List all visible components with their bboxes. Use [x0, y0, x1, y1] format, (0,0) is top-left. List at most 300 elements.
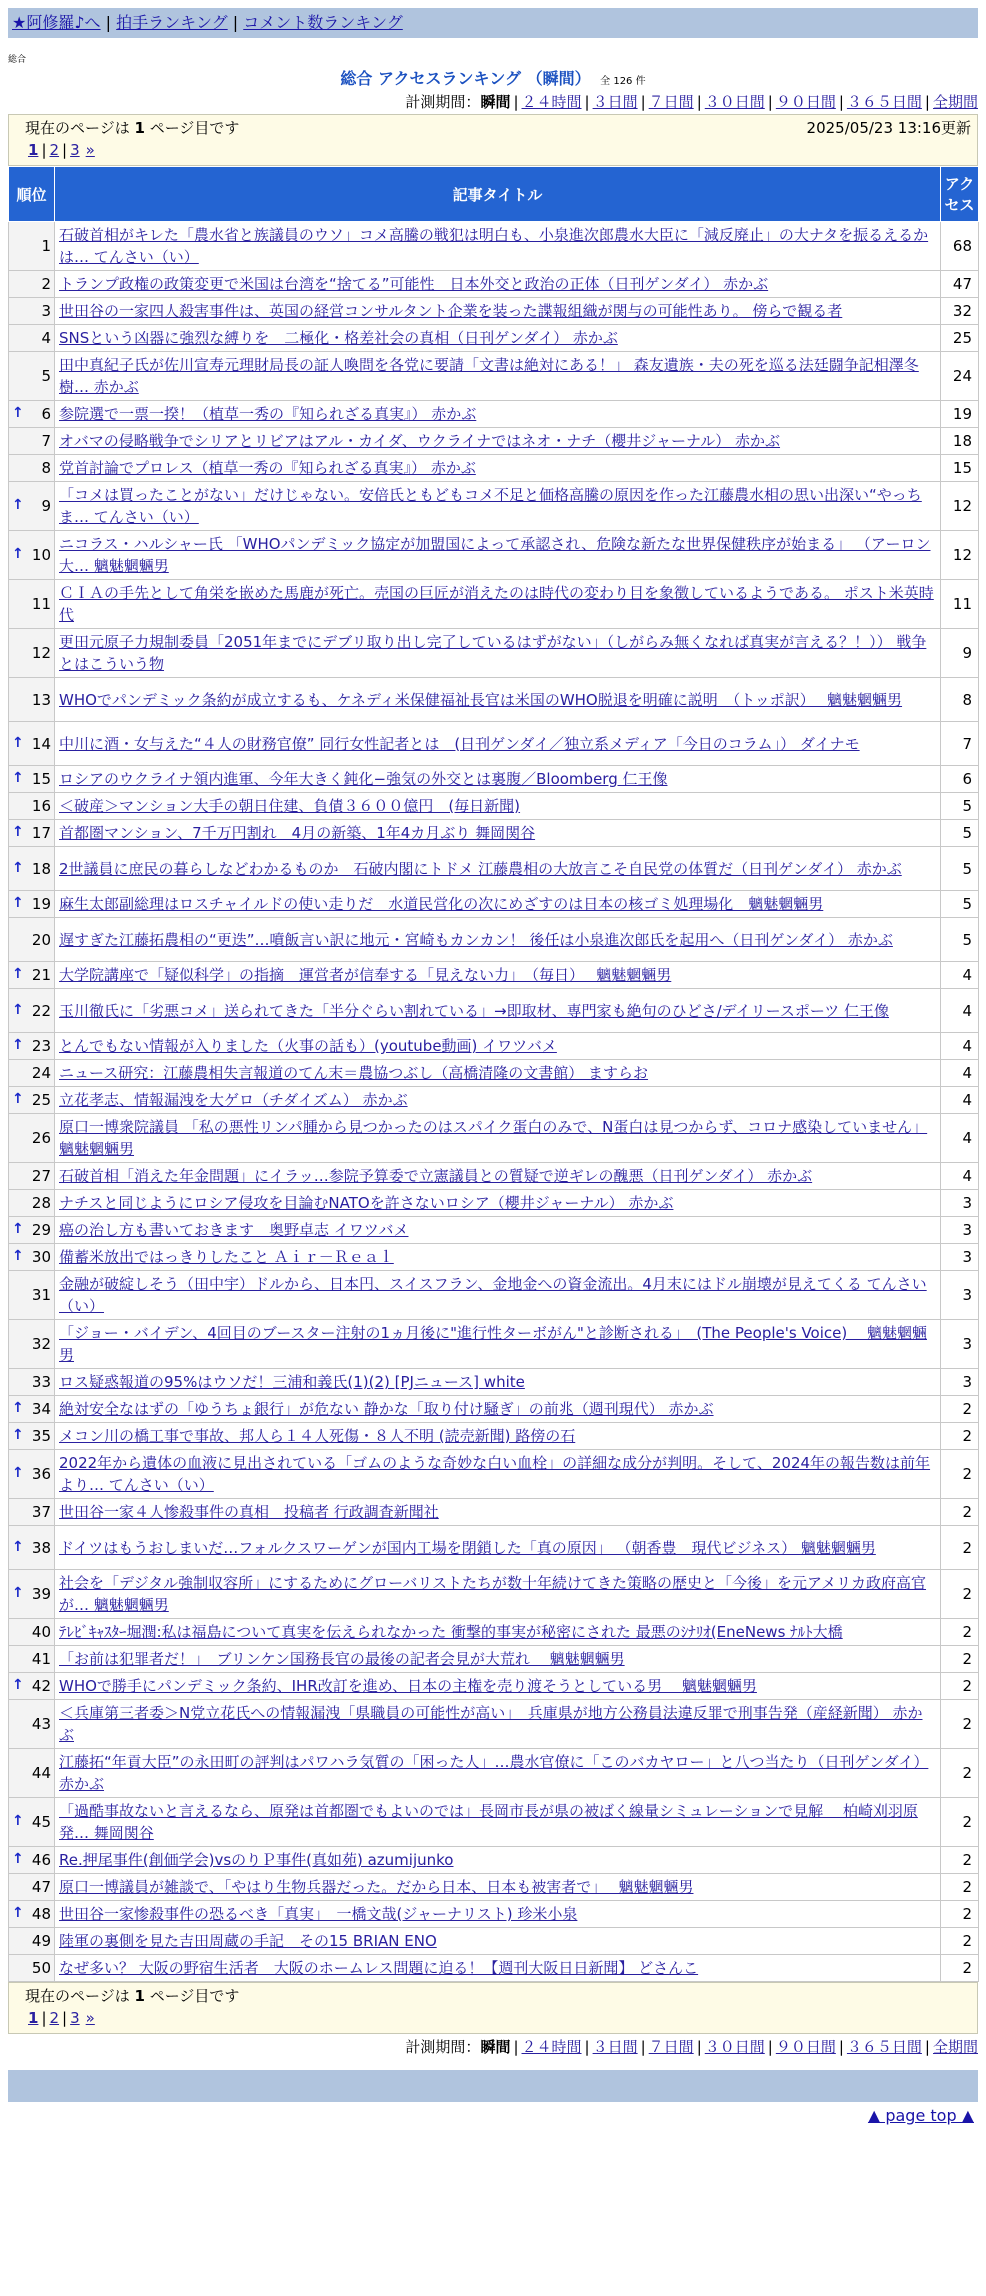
pager-bottom	[8, 1982, 978, 2034]
current-page-pre: 現在のページは	[25, 119, 130, 137]
title-cell	[55, 580, 941, 629]
title-cell	[55, 531, 941, 580]
rank-cell	[9, 1217, 55, 1244]
title-cell	[55, 1874, 941, 1901]
title-cell	[55, 722, 941, 766]
rank-cell	[9, 891, 55, 918]
rank-up-arrow-icon: ↑	[12, 546, 24, 562]
access-count: 2	[941, 1798, 979, 1847]
table-row	[9, 1190, 979, 1217]
access-count: 9	[941, 629, 979, 678]
period-separator: |	[584, 93, 590, 111]
period-separator: |	[767, 2038, 773, 2056]
access-count: 2	[941, 1396, 979, 1423]
title-cell	[55, 918, 941, 962]
title-cell	[55, 1955, 941, 1982]
table-row	[9, 271, 979, 298]
article-title-link[interactable]: 世田谷一家惨殺事件の恐るべき「真実」 一橋文哉(ジャーナリスト) 珍米小泉	[59, 1905, 578, 1923]
access-count: 5	[941, 793, 979, 820]
rank-number: 41	[31, 1650, 51, 1668]
rank-up-arrow-icon: ↑	[12, 824, 24, 840]
rank-cell	[9, 1060, 55, 1087]
table-row	[9, 1499, 979, 1526]
article-title-link[interactable]: ナチスと同じようにロシア侵攻を目論むNATOを許さないロシア（櫻井ジャーナル） 赤かぶ	[59, 1194, 674, 1212]
access-count: 47	[941, 271, 979, 298]
page-link-3[interactable]: 3	[70, 2009, 80, 2027]
article-title-link[interactable]: WHOでパンデミック条約が成立するも、ケネディ米保健福祉長官は米国のWHO脱退を明確に説明 （トッポ訳） 魑魅魍魎男	[59, 690, 903, 709]
rank-number: 43	[31, 1715, 51, 1733]
table-row	[9, 298, 979, 325]
table-row	[9, 352, 979, 401]
clap-ranking-link[interactable]: 拍手ランキング	[116, 13, 228, 32]
current-page-post: ページ目です	[149, 1987, 240, 2005]
article-title-link[interactable]: 首都圏マンション、7千万円割れ 4月の新築、1年4カ月ぶり 舞岡関谷	[59, 824, 536, 842]
period-selector-bottom	[8, 2034, 978, 2060]
pager-top	[8, 114, 978, 166]
article-title-link[interactable]: 金融が破綻しそう（田中宇）ドルから、日本円、スイスフラン、金地金への資金流出。4月末にはドル崩壊が見えてくる てんさい（い）	[59, 1275, 927, 1315]
article-title-link[interactable]: ニュース研究：江藤農相失言報道のてん末＝農協つぶし（高橋清隆の文書館） ますらお	[59, 1064, 649, 1082]
article-title-link[interactable]: 玉川徹氏に「劣悪コメ」送られてきた「半分ぐらい割れている」→即取材、専門家も絶句のひどさ/デイリースポーツ 仁王像	[59, 1001, 889, 1020]
article-title-link[interactable]: 2022年から遺体の血液に見出されている「ゴムのような奇妙な白い血栓」の詳細な成分が判明。そして、2024年の報告数は前年より… てんさい（い）	[59, 1454, 931, 1494]
period-option[interactable]: 全期間	[932, 2038, 978, 2056]
article-title-link[interactable]: 「ジョー・バイデン、4回目のブースター注射の1ヵ月後に"進行性ターボがん"と診断される」 (The People's Voice) 魑魅魍魎男	[59, 1324, 927, 1364]
page-link-2[interactable]: 2	[49, 2009, 60, 2027]
access-count: 2	[941, 1928, 979, 1955]
article-title-link[interactable]: 絶対安全なはずの「ゆうちょ銀行」が危ない 静かな「取り付け騒ぎ」の前兆（週刊現代） 赤かぶ	[59, 1400, 714, 1418]
title-cell	[55, 678, 941, 722]
period-option[interactable]: ３０日間	[704, 93, 765, 111]
access-count: 6	[941, 766, 979, 793]
access-count: 3	[941, 1320, 979, 1369]
rank-cell	[9, 1087, 55, 1114]
total-count: 全 126 件	[600, 76, 646, 87]
article-title-link[interactable]: Re.押尾事件(創価学会)vsのりＰ事件(真如苑) azumijunko	[59, 1851, 454, 1869]
rank-number: 2	[41, 275, 51, 293]
title-cell	[55, 1619, 941, 1646]
rank-cell	[9, 793, 55, 820]
rank-number: 15	[31, 770, 51, 788]
title-cell	[55, 1847, 941, 1874]
access-count: 4	[941, 962, 979, 989]
rank-cell	[9, 1114, 55, 1163]
table-row	[9, 1320, 979, 1369]
period-selector-top	[8, 90, 978, 114]
current-page-post: ページ目です	[149, 119, 240, 137]
access-count: 2	[941, 1955, 979, 1982]
table-row	[9, 1673, 979, 1700]
access-count: 5	[941, 820, 979, 847]
ranking-body	[9, 222, 979, 1982]
rank-number: 6	[41, 405, 51, 423]
article-title-link[interactable]: オバマの侵略戦争でシリアとリビアはアル・カイダ、ウクライナではネオ・ナチ（櫻井ジャーナル） 赤かぶ	[59, 432, 781, 450]
rank-number: 3	[41, 302, 51, 320]
ranking-table	[8, 166, 979, 1982]
rank-cell	[9, 1847, 55, 1874]
title-cell	[55, 820, 941, 847]
current-page-number: 1	[134, 119, 145, 137]
nav-separator: |	[232, 13, 244, 32]
rank-cell	[9, 1271, 55, 1320]
rank-number: 1	[41, 237, 51, 255]
article-title-link[interactable]: ＜兵庫第三者委＞N党立花氏への情報漏洩「県職員の可能性が高い」 兵庫県が地方公務員法違反罪で刑事告発（産経新聞） 赤かぶ	[59, 1704, 923, 1744]
access-count: 3	[941, 1244, 979, 1271]
access-count: 3	[941, 1190, 979, 1217]
rank-number: 9	[41, 497, 51, 515]
title-cell	[55, 766, 941, 793]
rank-up-arrow-icon: ↑	[12, 734, 24, 751]
pager-status-row	[25, 117, 977, 139]
rank-up-arrow-icon: ↑	[12, 770, 24, 786]
article-title-link[interactable]: 世田谷の一家四人殺害事件は、英国の経営コンサルタント企業を装った諜報組織が関与の可能性あり。 傍らで観る者	[59, 302, 843, 320]
rank-number: 46	[31, 1851, 51, 1869]
period-option[interactable]: ７日間	[648, 93, 694, 111]
period-option[interactable]: ３６５日間	[846, 2038, 922, 2056]
rank-number: 24	[31, 1064, 51, 1082]
access-count: 2	[941, 1450, 979, 1499]
rank-up-arrow-icon: ↑	[12, 1905, 24, 1921]
table-row	[9, 1244, 979, 1271]
period-separator: |	[640, 2038, 646, 2056]
access-count: 2	[941, 1499, 979, 1526]
top-navigation	[8, 8, 978, 38]
article-title-link[interactable]: 遅すぎた江藤拓農相の“更迭”…噴飯言い訳に地元・宮崎もカンカン！ 後任は小泉進次郎氏を起用へ（日刊ゲンダイ） 赤かぶ	[59, 930, 893, 949]
pager-status-row	[25, 1985, 977, 2007]
rank-cell	[9, 989, 55, 1033]
period-option[interactable]: ７日間	[648, 2038, 694, 2056]
article-title-link[interactable]: 2世議員に庶民の暮らしなどわかるものか 石破内閣にトドメ 江藤農相の大放言こそ自民党の体質だ（日刊ゲンダイ） 赤かぶ	[59, 859, 902, 878]
article-title-link[interactable]: メコン川の橋工事で事故、邦人ら１４人死傷・８人不明 (読売新聞) 路傍の石	[59, 1427, 576, 1445]
table-row	[9, 766, 979, 793]
rank-cell	[9, 1526, 55, 1570]
article-title-link[interactable]: ＜破産＞マンション大手の朝日住建、負債３６００億円 (毎日新聞)	[59, 797, 521, 815]
rank-cell	[9, 1798, 55, 1847]
title-cell	[55, 482, 941, 531]
period-separator: |	[696, 93, 702, 111]
rank-up-arrow-icon: ↑	[12, 1001, 24, 1018]
article-title-link[interactable]: 原口一博衆院議員 「私の悪性リンパ腫から見つかったのはスパイク蛋白のみで、N蛋白は見つからず、コロナ感染していません」 魑魅魍魎男	[59, 1118, 928, 1158]
rank-up-arrow-icon: ↑	[12, 1813, 24, 1829]
title-cell	[55, 455, 941, 482]
rank-cell	[9, 1450, 55, 1499]
title-cell	[55, 793, 941, 820]
article-title-link[interactable]: 江藤拓“年貢大臣”の永田町の評判はパワハラ気質の「困った人」…農水官僚に「このバカヤロー」と八つ当たり（日刊ゲンダイ） 赤かぶ	[59, 1753, 929, 1793]
title-cell	[55, 1320, 941, 1369]
access-count: 2	[941, 1874, 979, 1901]
next-page-link[interactable]: »	[85, 141, 95, 159]
title-cell	[55, 1163, 941, 1190]
current-page-number: 1	[134, 1987, 145, 2005]
table-row	[9, 1396, 979, 1423]
rank-up-arrow-icon: ↑	[12, 1427, 24, 1443]
page-title	[8, 68, 978, 90]
rank-number: 7	[41, 432, 51, 450]
article-title-link[interactable]: 立花孝志、情報漏洩を大ゲロ（チダイズム） 赤かぶ	[59, 1091, 408, 1109]
table-row	[9, 847, 979, 891]
access-count: 2	[941, 1423, 979, 1450]
table-row	[9, 1901, 979, 1928]
table-row	[9, 1217, 979, 1244]
table-row	[9, 918, 979, 962]
page-separator: |	[41, 141, 47, 159]
rank-up-arrow-icon: ↑	[12, 1091, 24, 1107]
rank-cell	[9, 1955, 55, 1982]
table-row	[9, 1033, 979, 1060]
rank-cell	[9, 352, 55, 401]
article-title-link[interactable]: とんでもない情報が入りました（火事の話も）(youtube動画) イワツバメ	[59, 1037, 557, 1055]
article-title-link[interactable]: 石破首相がキレた「農水省と族議員のウソ」コメ高騰の戦犯は明白も、小泉進次郎農水大臣に「減反廃止」の大ナタを振るえるかは… てんさい（い）	[59, 226, 929, 266]
title-cell	[55, 891, 941, 918]
period-option[interactable]: ３０日間	[704, 2038, 765, 2056]
rank-cell	[9, 1163, 55, 1190]
rank-cell	[9, 428, 55, 455]
table-row	[9, 989, 979, 1033]
title-cell	[55, 1901, 941, 1928]
rank-cell	[9, 1874, 55, 1901]
access-count: 2	[941, 1646, 979, 1673]
title-cell	[55, 1570, 941, 1619]
table-row	[9, 1700, 979, 1749]
title-cell	[55, 962, 941, 989]
article-title-link[interactable]: 党首討論でプロレス（植草一秀の『知られざる真実』） 赤かぶ	[59, 459, 476, 477]
rank-cell	[9, 531, 55, 580]
rank-number: 37	[31, 1503, 51, 1521]
article-title-link[interactable]: 更田元原子力規制委員「2051年までにデブリ取り出し完了しているはずがない」（しがらみ無くなれば真実が言える？！）） 戦争とはこういう物	[59, 633, 927, 673]
title-cell	[55, 428, 941, 455]
table-row	[9, 580, 979, 629]
title-cell	[55, 1244, 941, 1271]
article-title-link[interactable]: 「過酷事故ないと言えるなら、原発は首都圏でもよいのでは」長岡市長が県の被ばく線量シミュレーションで見解 柏崎刈羽原発… 舞岡関谷	[59, 1802, 918, 1842]
access-count: 5	[941, 918, 979, 962]
table-row	[9, 1955, 979, 1982]
current-page-pre: 現在のページは	[25, 1987, 130, 2005]
access-count: 11	[941, 580, 979, 629]
table-row	[9, 820, 979, 847]
title-cell	[55, 1499, 941, 1526]
rank-number: 5	[41, 367, 51, 385]
rank-number: 44	[31, 1764, 51, 1782]
title-cell	[55, 1060, 941, 1087]
access-count: 2	[941, 1700, 979, 1749]
rank-number: 11	[31, 595, 51, 613]
period-current: 瞬間	[480, 93, 511, 111]
article-title-link[interactable]: ニコラス・ハルシャー氏 「WHOパンデミック協定が加盟国によって承認され、危険な新たな世界保健秩序が始まる」 （アーロン大… 魑魅魍魎男	[59, 535, 931, 575]
rank-cell	[9, 629, 55, 678]
rank-number: 12	[31, 644, 51, 662]
page-link-2[interactable]: 2	[49, 141, 60, 159]
article-title-link[interactable]: 「お前は犯罪者だ！」 ブリンケン国務長官の最後の記者会見が大荒れ 魑魅魍魎男	[59, 1650, 625, 1668]
ashura-home-link[interactable]: ★阿修羅♪へ	[12, 13, 101, 32]
rank-cell	[9, 325, 55, 352]
table-row	[9, 1847, 979, 1874]
access-count: 68	[941, 222, 979, 271]
table-row	[9, 1526, 979, 1570]
access-count: 2	[941, 1901, 979, 1928]
title-cell	[55, 1033, 941, 1060]
title-header: 記事タイトル	[55, 167, 941, 222]
table-row	[9, 793, 979, 820]
article-title-link[interactable]: なぜ多い？ 大阪の野宿生活者 大阪のホームレス問題に迫る！【週刊大阪日日新聞】 どさんこ	[59, 1959, 699, 1977]
title-cell	[55, 1673, 941, 1700]
period-option[interactable]: 全期間	[932, 93, 978, 111]
article-title-link[interactable]: 麻生太郎副総理はロスチャイルドの使い走りだ 水道民営化の次にめざすのは日本の核ゴミ処理場化 魑魅魍魎男	[59, 895, 824, 913]
rank-up-arrow-icon: ↑	[12, 1465, 24, 1481]
access-count: 19	[941, 401, 979, 428]
rank-number: 20	[31, 930, 51, 949]
period-option[interactable]: ３日間	[592, 93, 638, 111]
table-row	[9, 1570, 979, 1619]
article-title-link[interactable]: ロシアのウクライナ領内進軍、今年大きく鈍化−強気の外交とは裏腹／Bloomberg 仁王像	[59, 770, 668, 788]
period-separator: |	[838, 2038, 844, 2056]
access-count: 3	[941, 1369, 979, 1396]
page-link-1[interactable]: 1	[28, 141, 39, 159]
rank-cell	[9, 1190, 55, 1217]
rank-up-arrow-icon: ↑	[12, 1221, 24, 1237]
article-title-link[interactable]: 社会を「デジタル強制収容所」にするためにグローバリストたちが数十年続けてきた策略の歴史と「今後」を元アメリカ政府高官が… 魑魅魍魎男	[59, 1574, 927, 1614]
article-title-link[interactable]: トランプ政権の政策変更で米国は台湾を“捨てる”可能性 日本外交と政治の正体（日刊ゲンダイ） 赤かぶ	[59, 275, 769, 293]
period-separator: |	[513, 2038, 519, 2056]
period-separator: |	[924, 93, 930, 111]
table-row	[9, 455, 979, 482]
rank-number: 16	[31, 797, 51, 815]
table-row	[9, 1087, 979, 1114]
page-separator: |	[41, 2009, 47, 2027]
title-cell	[55, 1369, 941, 1396]
article-title-link[interactable]: 参院選で一票一揆！（植草一秀の『知られざる真実』） 赤かぶ	[59, 405, 477, 423]
rank-number: 50	[31, 1959, 51, 1977]
page-link-1[interactable]: 1	[28, 2009, 39, 2027]
title-cell	[55, 1423, 941, 1450]
table-row	[9, 629, 979, 678]
access-count: 7	[941, 722, 979, 766]
article-title-link[interactable]: SNSという凶器に強烈な縛りを 二極化・格差社会の真相（日刊ゲンダイ） 赤かぶ	[59, 329, 618, 347]
rank-cell	[9, 1033, 55, 1060]
title-cell	[55, 1271, 941, 1320]
access-count: 2	[941, 1619, 979, 1646]
current-page-text	[25, 117, 239, 139]
rank-number: 42	[31, 1677, 51, 1695]
article-title-link[interactable]: ＣＩＡの手先として角栄を嵌めた馬鹿が死亡。売国の巨匠が消えたのは時代の変わり目を象徴しているようである。 ポスト米英時代	[59, 584, 934, 624]
article-title-link[interactable]: 「コメは買ったことがない」だけじゃない。安倍氏ともどもコメ不足と価格高騰の原因を作った江藤農水相の思い出深い“やっちま… てんさい（い）	[59, 486, 922, 526]
access-count: 3	[941, 1217, 979, 1244]
article-title-link[interactable]: ﾃﾚﾋﾞｷｬｽﾀｰ堀潤:私は福島について真実を伝えられなかった 衝撃的事実が秘密にされた 最悪のｼﾅﾘｵ(EneNews ﾅﾙﾄ大橋	[59, 1623, 843, 1641]
access-count: 12	[941, 482, 979, 531]
rank-up-arrow-icon: ↑	[12, 1037, 24, 1053]
rank-number: 34	[31, 1400, 51, 1418]
article-title-link[interactable]: 石破首相「消えた年金問題」にイラッ…参院予算委で立憲議員との質疑で逆ギレの醜悪（日刊ゲンダイ） 赤かぶ	[59, 1167, 813, 1185]
rank-cell	[9, 847, 55, 891]
ranking-title: 総合 アクセスランキング （瞬間）	[340, 69, 591, 88]
rank-cell	[9, 1570, 55, 1619]
next-page-link[interactable]: »	[85, 2009, 95, 2027]
article-title-link[interactable]: 陸軍の裏側を見た吉田周蔵の手記 その15 BRIAN ENO	[59, 1932, 437, 1950]
article-title-link[interactable]: ドイツはもうおしまいだ…フォルクスワーゲンが国内工場を閉鎖した「真の原因」 （朝香豊 現代ビジネス） 魑魅魍魎男	[59, 1538, 876, 1557]
article-title-link[interactable]: 世田谷一家４人惨殺事件の真相 投稿者 行政調査新聞社	[59, 1503, 439, 1521]
rank-up-arrow-icon: ↑	[12, 1677, 24, 1693]
access-count: 24	[941, 352, 979, 401]
article-title-link[interactable]: 原口一博議員が雑談で、「やはり生物兵器だった。だから日本、日本も被害者で」 魑魅魍魎男	[59, 1878, 694, 1896]
access-count: 2	[941, 1526, 979, 1570]
access-count: 2	[941, 1570, 979, 1619]
page-link-3[interactable]: 3	[70, 141, 80, 159]
rank-cell	[9, 1928, 55, 1955]
rank-number: 33	[31, 1373, 51, 1391]
article-title-link[interactable]: WHOで勝手にパンデミック条約、IHR改訂を進め、日本の主権を売り渡そうとしている男 魑魅魍魎男	[59, 1677, 757, 1695]
rank-number: 39	[31, 1585, 51, 1603]
access-count: 4	[941, 989, 979, 1033]
period-option[interactable]: ９０日間	[775, 93, 836, 111]
period-option[interactable]: ２４時間	[521, 93, 582, 111]
rank-number: 19	[31, 895, 51, 913]
article-title-link[interactable]: 大学院講座で「疑似科学」の指摘 運営者が信奉する「見えない力」 （毎日） 魑魅魍魎男	[59, 966, 672, 984]
rank-up-arrow-icon: ↑	[12, 859, 24, 876]
page-separator: |	[62, 141, 68, 159]
article-title-link[interactable]: 田中真紀子氏が佐川宣寿元理財局長の証人喚問を各党に要請「文書は絶対にある！」 森友遺族・夫の死を巡る法廷闘争記相澤冬樹… 赤かぶ	[59, 356, 919, 396]
rank-number: 26	[31, 1129, 51, 1147]
access-count: 18	[941, 428, 979, 455]
rank-number: 17	[31, 824, 51, 842]
period-option[interactable]: ３６５日間	[846, 93, 922, 111]
rank-cell	[9, 1619, 55, 1646]
title-cell	[55, 1114, 941, 1163]
rank-number: 4	[41, 329, 51, 347]
title-cell	[55, 1798, 941, 1847]
comment-ranking-link[interactable]: コメント数ランキング	[243, 13, 403, 32]
access-count: 15	[941, 455, 979, 482]
period-option[interactable]: ２４時間	[521, 2038, 582, 2056]
table-row	[9, 482, 979, 531]
table-row	[9, 1749, 979, 1798]
rank-up-arrow-icon: ↑	[12, 405, 24, 421]
title-cell	[55, 1396, 941, 1423]
access-count: 4	[941, 1060, 979, 1087]
title-cell	[55, 1217, 941, 1244]
title-cell	[55, 222, 941, 271]
access-count: 4	[941, 1087, 979, 1114]
title-cell	[55, 1928, 941, 1955]
access-header: アクセス	[941, 167, 979, 222]
table-row	[9, 428, 979, 455]
rank-up-arrow-icon: ↑	[12, 1248, 24, 1264]
period-separator: |	[584, 2038, 590, 2056]
site-label: 総合	[8, 55, 27, 65]
rank-number: 31	[31, 1286, 51, 1304]
page-top-link[interactable]: ▲ page top ▲	[867, 2106, 974, 2125]
rank-up-arrow-icon: ↑	[12, 966, 24, 982]
rank-cell	[9, 678, 55, 722]
rank-header: 順位	[9, 167, 55, 222]
access-count: 8	[941, 678, 979, 722]
article-title-link[interactable]: ロス疑惑報道の95%はウソだ！三浦和義氏(1)(2) [PJニュース] white	[59, 1373, 525, 1391]
article-title-link[interactable]: 癌の治し方も書いておきます 奥野卓志 イワツバメ	[59, 1221, 409, 1239]
table-row	[9, 1271, 979, 1320]
rank-number: 38	[31, 1538, 51, 1557]
rank-number: 21	[31, 966, 51, 984]
title-cell	[55, 629, 941, 678]
access-count: 32	[941, 298, 979, 325]
nav-separator: |	[105, 13, 117, 32]
period-separator: |	[513, 93, 519, 111]
access-count: 4	[941, 1163, 979, 1190]
period-option[interactable]: ３日間	[592, 2038, 638, 2056]
rank-cell	[9, 1320, 55, 1369]
title-cell	[55, 1700, 941, 1749]
table-row	[9, 1928, 979, 1955]
article-title-link[interactable]: 中川に酒・女与えた“４人の財務官僚” 同行女性記者とは (日刊ゲンダイ／独立系メディア「今日のコラム」） ダイナモ	[59, 734, 860, 753]
rank-number: 35	[31, 1427, 51, 1445]
article-title-link[interactable]: 備蓄米放出ではっきりしたこと Ａｉｒ－Ｒｅａｌ	[59, 1248, 394, 1266]
period-option[interactable]: ９０日間	[775, 2038, 836, 2056]
table-row	[9, 1646, 979, 1673]
